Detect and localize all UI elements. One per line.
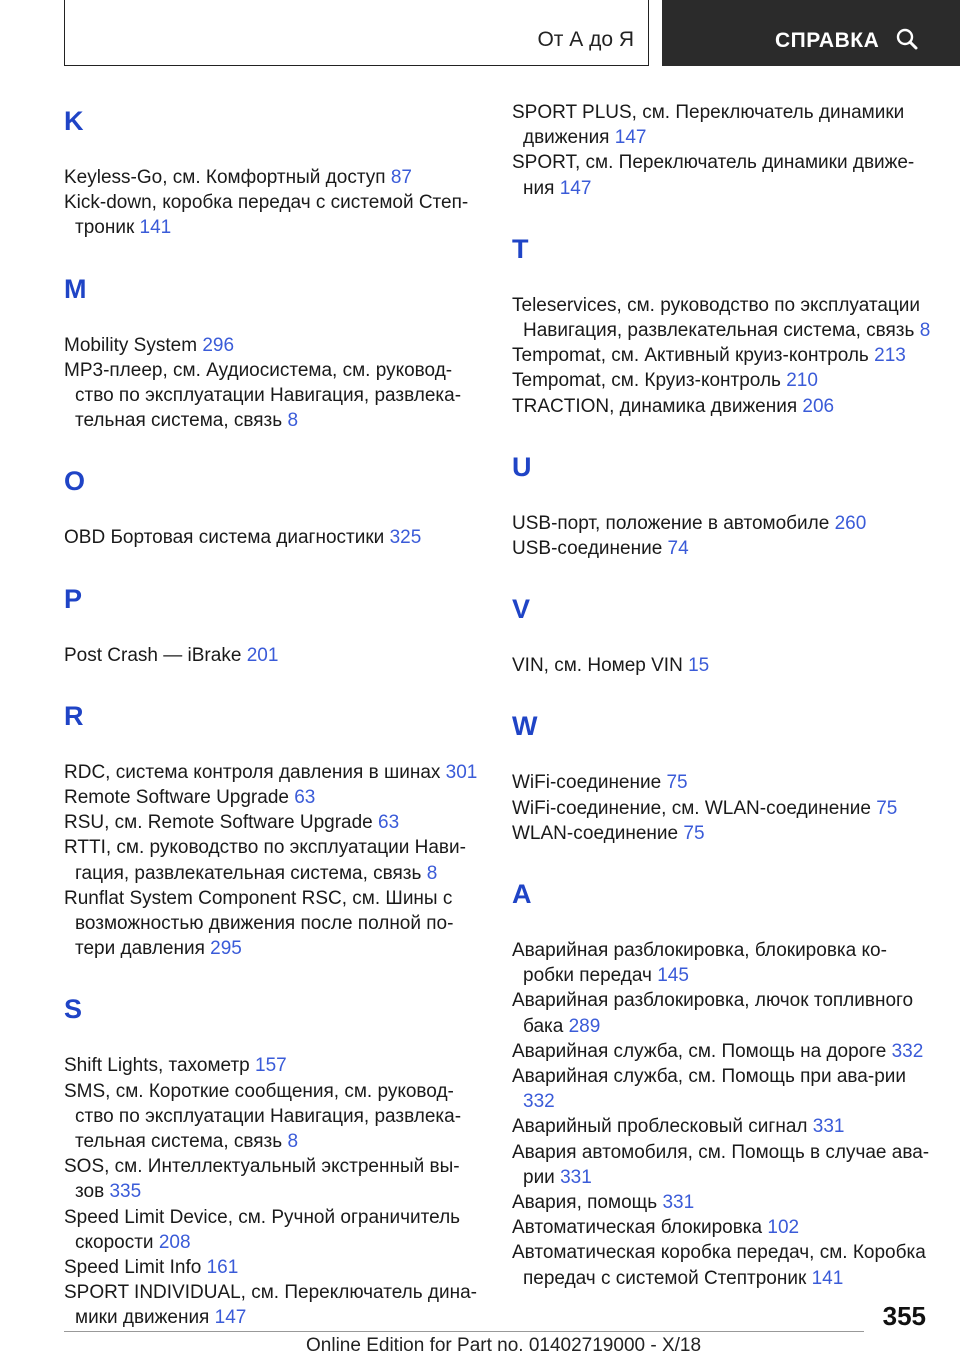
page-link[interactable]: 289 bbox=[568, 1015, 601, 1037]
index-entry bbox=[64, 760, 484, 785]
section-gap bbox=[512, 678, 932, 708]
index-entry bbox=[512, 1140, 932, 1190]
index-entry-text: RDC, система контроля давления в шинах bbox=[64, 761, 441, 783]
index-entry-text: Post Crash — iBrake bbox=[64, 644, 242, 666]
index-entry-text: USB-порт, положение в автомобиле bbox=[512, 512, 830, 534]
index-entry-text: USB-соединение bbox=[512, 538, 663, 560]
index-entry bbox=[512, 1064, 932, 1114]
page-link[interactable]: 147 bbox=[614, 127, 647, 149]
index-entry bbox=[64, 1154, 484, 1204]
section-letter: T bbox=[512, 233, 529, 264]
index-entry bbox=[512, 988, 932, 1038]
index-entry bbox=[512, 343, 932, 368]
index-entry-text: Аварийный проблесковый сигнал bbox=[512, 1116, 808, 1138]
index-entry-text: Shift Lights, тахометр bbox=[64, 1055, 250, 1077]
index-entry bbox=[512, 293, 932, 343]
section-gap bbox=[64, 433, 484, 463]
page-link[interactable]: 161 bbox=[206, 1257, 239, 1279]
page-link[interactable]: 208 bbox=[158, 1231, 191, 1253]
index-entry-text: Аварийная служба, см. Помощь при ава-рии bbox=[512, 1066, 906, 1088]
page-link[interactable]: 206 bbox=[802, 395, 835, 417]
edition-info: Online Edition for Part no. 01402719000 - X/18 bbox=[306, 1335, 702, 1356]
index-entry-text: Teleservices, см. руководство по эксплуатации Навигация, развлекательная система, связь bbox=[512, 294, 921, 342]
section-gap bbox=[64, 551, 484, 581]
section-gap bbox=[512, 201, 932, 231]
index-entry bbox=[512, 368, 932, 393]
index-entry bbox=[512, 938, 932, 988]
page-link[interactable]: 157 bbox=[255, 1055, 287, 1077]
index-entry bbox=[64, 1079, 484, 1155]
index-entry bbox=[64, 785, 484, 810]
section-letter: R bbox=[64, 700, 84, 731]
page-link[interactable]: 141 bbox=[139, 217, 172, 239]
index-entry-text: WLAN-соединение bbox=[512, 822, 679, 844]
index-entry bbox=[64, 1280, 484, 1330]
index-entry-text: Speed Limit Device, см. Ручной ограничитель скорости bbox=[64, 1206, 461, 1253]
page-link[interactable]: 8 bbox=[919, 320, 931, 342]
section-gap bbox=[512, 846, 932, 876]
index-entry bbox=[64, 643, 484, 668]
section-gap bbox=[64, 961, 484, 991]
index-entry bbox=[512, 536, 932, 561]
index-entry-text: Аварийная разблокировка, блокировка ко-робки передач bbox=[512, 940, 887, 987]
page-link[interactable]: 332 bbox=[891, 1040, 924, 1062]
page-link[interactable]: 8 bbox=[287, 410, 299, 432]
index-entry-text: Аварийная разблокировка, лючок топливного бака bbox=[512, 990, 914, 1037]
index-entry-text: Автоматическая коробка передач, см. Коробка передач с системой Стептроник bbox=[512, 1242, 926, 1289]
index-entry-text: Speed Limit Info bbox=[64, 1257, 202, 1279]
index-entry-text: VIN, см. Номер VIN bbox=[512, 655, 683, 677]
index-entry bbox=[512, 1114, 932, 1139]
index-entry-text: RTTI, см. руководство по эксплуатации Нави-гация, развлекательная система, связь bbox=[64, 837, 466, 884]
index-entry-text: RSU, см. Remote Software Upgrade bbox=[64, 812, 373, 834]
tab-reference-label: СПРАВКА bbox=[775, 29, 880, 52]
index-entry bbox=[64, 1053, 484, 1078]
index-entry bbox=[512, 653, 932, 678]
index-entry-text: Runflat System Component RSC, см. Шины с возможностью движения после полной по-тери давления bbox=[64, 887, 454, 960]
page-link[interactable]: 87 bbox=[390, 167, 412, 188]
footer-divider bbox=[64, 1331, 864, 1332]
section-letter: P bbox=[64, 583, 83, 614]
index-entry bbox=[512, 821, 932, 846]
index-entry-text: WiFi-соединение bbox=[512, 772, 662, 794]
page-link[interactable]: 332 bbox=[523, 1091, 555, 1113]
index-entry-text: WiFi-соединение, см. WLAN-соединение bbox=[512, 797, 871, 819]
page-link[interactable]: 147 bbox=[559, 177, 592, 199]
index-entry bbox=[64, 835, 484, 885]
page-link[interactable]: 201 bbox=[246, 644, 279, 666]
index-entry bbox=[64, 333, 484, 358]
page-link[interactable]: 102 bbox=[767, 1217, 800, 1239]
page-link[interactable]: 331 bbox=[662, 1192, 695, 1214]
index-entry-text: SMS, см. Короткие сообщения, см. руковод-ство по эксплуатации Навигация, развлека-тельная система, связь bbox=[64, 1080, 462, 1153]
page-link[interactable]: 8 bbox=[287, 1131, 299, 1153]
index-entry bbox=[64, 810, 484, 835]
section-gap bbox=[512, 561, 932, 591]
page-link[interactable]: 331 bbox=[812, 1116, 845, 1138]
page-link[interactable]: 75 bbox=[876, 797, 898, 819]
index-entry-text: Tempomat, см. Активный круиз-контроль bbox=[512, 345, 869, 367]
index-entry bbox=[512, 394, 932, 419]
section-letter: W bbox=[512, 711, 538, 742]
section-letter: S bbox=[64, 994, 83, 1025]
index-entry bbox=[512, 1039, 932, 1064]
index-column-left bbox=[64, 100, 484, 1331]
index-entry bbox=[512, 511, 932, 536]
section-gap bbox=[64, 241, 484, 271]
index-entry-text: SPORT INDIVIDUAL, см. Переключатель дина-мики движения bbox=[64, 1282, 477, 1329]
index-entry bbox=[512, 1215, 932, 1240]
page-link[interactable]: 145 bbox=[657, 965, 689, 987]
index-entry bbox=[512, 100, 932, 150]
page-link[interactable]: 213 bbox=[874, 345, 906, 367]
index-entry bbox=[64, 1255, 484, 1280]
index-entry bbox=[64, 525, 484, 550]
index-entry-text: SOS, см. Интеллектуальный экстренный вы-зов bbox=[64, 1156, 460, 1203]
index-entry bbox=[512, 796, 932, 821]
tab-a-to-z-label: От А до Я bbox=[537, 28, 634, 51]
index-entry-text: Kick-down, коробка передач с системой Степ-троник bbox=[64, 192, 469, 239]
index-entry bbox=[64, 886, 484, 962]
index-entry-text: Tempomat, см. Круиз-контроль bbox=[512, 370, 781, 392]
search-icon[interactable] bbox=[895, 27, 919, 51]
page-link[interactable]: 295 bbox=[210, 938, 242, 960]
page-link[interactable]: 260 bbox=[834, 512, 867, 534]
tab-reference[interactable] bbox=[662, 0, 960, 66]
section-letter: А bbox=[512, 879, 532, 910]
page-link[interactable]: 296 bbox=[202, 334, 235, 356]
index-entry-text: MP3-плеер, см. Аудиосистема, см. руковод-ство по эксплуатации Навигация, развлека-тельная система, связь bbox=[64, 359, 462, 432]
section-letter: M bbox=[64, 273, 87, 304]
index-entry bbox=[64, 358, 484, 434]
index-entry-text: TRACTION, динамика движения bbox=[512, 395, 798, 417]
section-letter: V bbox=[512, 594, 531, 625]
page-link[interactable]: 75 bbox=[683, 822, 705, 844]
index-column-right bbox=[512, 100, 932, 1291]
section-letter: K bbox=[64, 106, 84, 136]
page-link[interactable]: 147 bbox=[214, 1307, 247, 1329]
tab-a-to-z[interactable] bbox=[64, 0, 649, 66]
index-entry bbox=[512, 150, 932, 200]
page-link[interactable]: 75 bbox=[666, 772, 688, 794]
section-gap bbox=[512, 419, 932, 449]
section-letter: U bbox=[512, 451, 532, 482]
page-link[interactable]: 63 bbox=[294, 787, 316, 809]
index-entry bbox=[512, 770, 932, 795]
index-entry bbox=[512, 1240, 932, 1290]
index-entry-text: Keyless-Go, см. Комфортный доступ bbox=[64, 167, 386, 188]
page-link[interactable]: 301 bbox=[445, 761, 478, 783]
page-link[interactable]: 15 bbox=[688, 655, 710, 677]
index-entry bbox=[512, 1190, 932, 1215]
index-entry-text: Remote Software Upgrade bbox=[64, 787, 289, 809]
page-link[interactable]: 210 bbox=[786, 370, 818, 392]
page-link[interactable]: 141 bbox=[811, 1267, 844, 1289]
section-letter: O bbox=[64, 466, 86, 497]
index-entry-text: Авария, помощь bbox=[512, 1192, 658, 1214]
section-gap bbox=[64, 668, 484, 698]
index-entry-text: SPORT PLUS, см. Переключатель динамики движения bbox=[512, 102, 905, 149]
index-entry-text: OBD Бортовая система диагностики bbox=[64, 527, 385, 549]
page-link[interactable]: 8 bbox=[426, 862, 438, 884]
index-entry-text: Аварийная служба, см. Помощь на дороге bbox=[512, 1040, 887, 1062]
index-entry-text: Автоматическая блокировка bbox=[512, 1217, 763, 1239]
page-link[interactable]: 63 bbox=[378, 812, 400, 834]
page-link[interactable]: 74 bbox=[667, 538, 689, 560]
page-link[interactable]: 331 bbox=[560, 1166, 592, 1188]
index-entry bbox=[64, 190, 484, 240]
index-entry bbox=[64, 165, 484, 190]
page-number: 355 bbox=[882, 1301, 926, 1331]
index-entry-text: SPORT, см. Переключатель динамики движе-ния bbox=[512, 152, 915, 199]
page-link[interactable]: 335 bbox=[109, 1181, 142, 1203]
page-link[interactable]: 325 bbox=[389, 527, 422, 549]
index-entry bbox=[64, 1205, 484, 1255]
index-entry-text: Mobility System bbox=[64, 334, 198, 356]
index-entry-text: Авария автомобиля, см. Помощь в случае ава-рии bbox=[512, 1141, 930, 1188]
